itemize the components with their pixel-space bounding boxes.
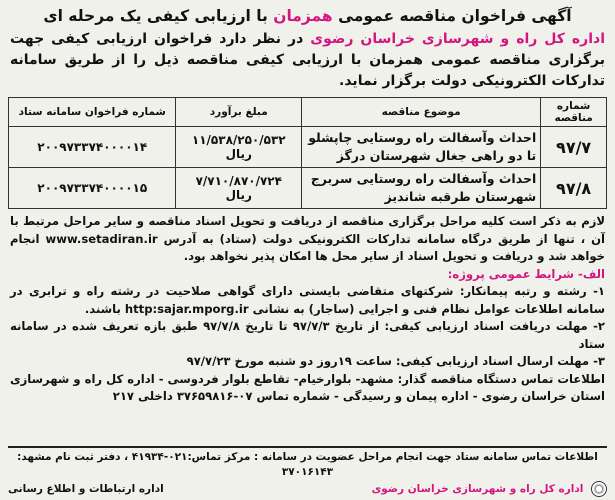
body-paragraph-1: لازم به ذکر است کلیه مراحل برگزاری مناقصه از دریافت و تحویل اسناد مناقصه و سایر مراحل مرتبط با آن ، تنها از طریق درگاه سامانه تدارکات الکترونیکی دولت (ستاد) به آدرس www.setadiran.ir انجام خواهد شد و دریافت و تحویل اسناد از سایر محل ها امکان پذیر نخواهد بود. [10, 214, 605, 263]
row-setad: ۲۰۰۹۷۳۳۷۴۰۰۰۰۱۵ [9, 168, 176, 209]
row-estimate: ۱۱/۵۳۸/۲۵۰/۵۳۲ ریال [176, 127, 302, 168]
condition-item-2: ۲- مهلت دریافت اسناد ارزیابی کیفی: از تاریخ ۹۷/۷/۳ تا تاریخ ۹۷/۷/۸ طبق بازه تعریف شده در سامانه ستاد [10, 319, 605, 351]
ministry-logo-icon [591, 481, 607, 497]
footer-unit: اداره ارتباطات و اطلاع رسانی [8, 483, 164, 495]
row-number: ۹۷/۷ [541, 127, 607, 168]
condition-item-1: ۱- رشته و رتبه پیمانکار: شرکتهای متقاضی بایستی دارای گواهی صلاحیت در رشته راه و ترابری در سامانه اطلاعات عوامل نظام فنی و اجرایی (ساجار) به نشانی http:sajar.mporg.ir باشند. [10, 284, 605, 316]
table-row [9, 168, 607, 209]
contact-info: اطلاعات تماس دستگاه مناقصه گذار: مشهد- بلوارخیام- تقاطع بلوار فردوسی - اداره کل راه و شهرسازی استان خراسان رضوی - اداره پیمان و رسیدگی - شماره تماس ۰۷-۳۷۶۵۹۸۱۶ داخلی ۲۱۷ [10, 371, 605, 403]
intro-paragraph [10, 29, 605, 92]
headline-part-1: آگهی فراخوان مناقصه عمومی [338, 7, 572, 25]
row-subject: احداث وآسفالت راه روستایی سربرج شهرستان طرقبه شاندیز [302, 168, 541, 209]
footer-bar [8, 481, 607, 497]
row-number: ۹۷/۸ [541, 168, 607, 209]
row-subject: احداث وآسفالت راه روستایی چاپشلو تا دو راهی جغال شهرستان درگز [302, 127, 541, 168]
headline-part-2: همزمان [273, 7, 333, 25]
notice-body [10, 213, 605, 406]
intro-text: در نظر دارد فراخوان ارزیابی کیفی جهت برگزاری مناقصه عمومی همزمان با ارزیابی کیفی مناقصه ذیل را از طریق سامانه تدارکات الکترونیکی دولت برگزار نماید. [10, 31, 605, 89]
headline-part-3: با ارزیابی کیفی یک مرحله ای [43, 7, 268, 25]
header-subject: موضوع مناقصه [302, 98, 541, 127]
header-number: شماره مناقصه [541, 98, 607, 127]
notice-headline [8, 6, 607, 26]
row-setad: ۲۰۰۹۷۳۳۷۴۰۰۰۰۱۴ [9, 127, 176, 168]
footer-org-name: اداره کل راه و شهرسازی خراسان رضوی [371, 483, 584, 495]
footer-contact-line: اطلاعات تماس سامانه ستاد جهت انجام مراحل عضویت در سامانه : مرکز تماس:۰۲۱-۴۱۹۳۴ ، دفتر ثبت نام مشهد: ۳۷۰۱۶۱۴۳ [8, 446, 607, 480]
row-estimate: ۷/۷۱۰/۸۷۰/۷۲۴ ریال [176, 168, 302, 209]
condition-item-3: ۳- مهلت ارسال اسناد ارزیابی کیفی: ساعت ۱۹روز دو شنبه مورخ ۹۷/۷/۲۳ [186, 354, 605, 368]
table-header-row [9, 98, 607, 127]
tender-table [8, 97, 607, 209]
intro-org: اداره کل راه و شهرسازی خراسان رضوی [310, 31, 605, 47]
section-title: الف- شرایط عمومی پروژه: [447, 266, 605, 281]
header-estimate: مبلغ برآورد [176, 98, 302, 127]
footer-org [372, 481, 607, 497]
table-row [9, 127, 607, 168]
header-setad: شماره فراخوان سامانه ستاد [9, 98, 176, 127]
